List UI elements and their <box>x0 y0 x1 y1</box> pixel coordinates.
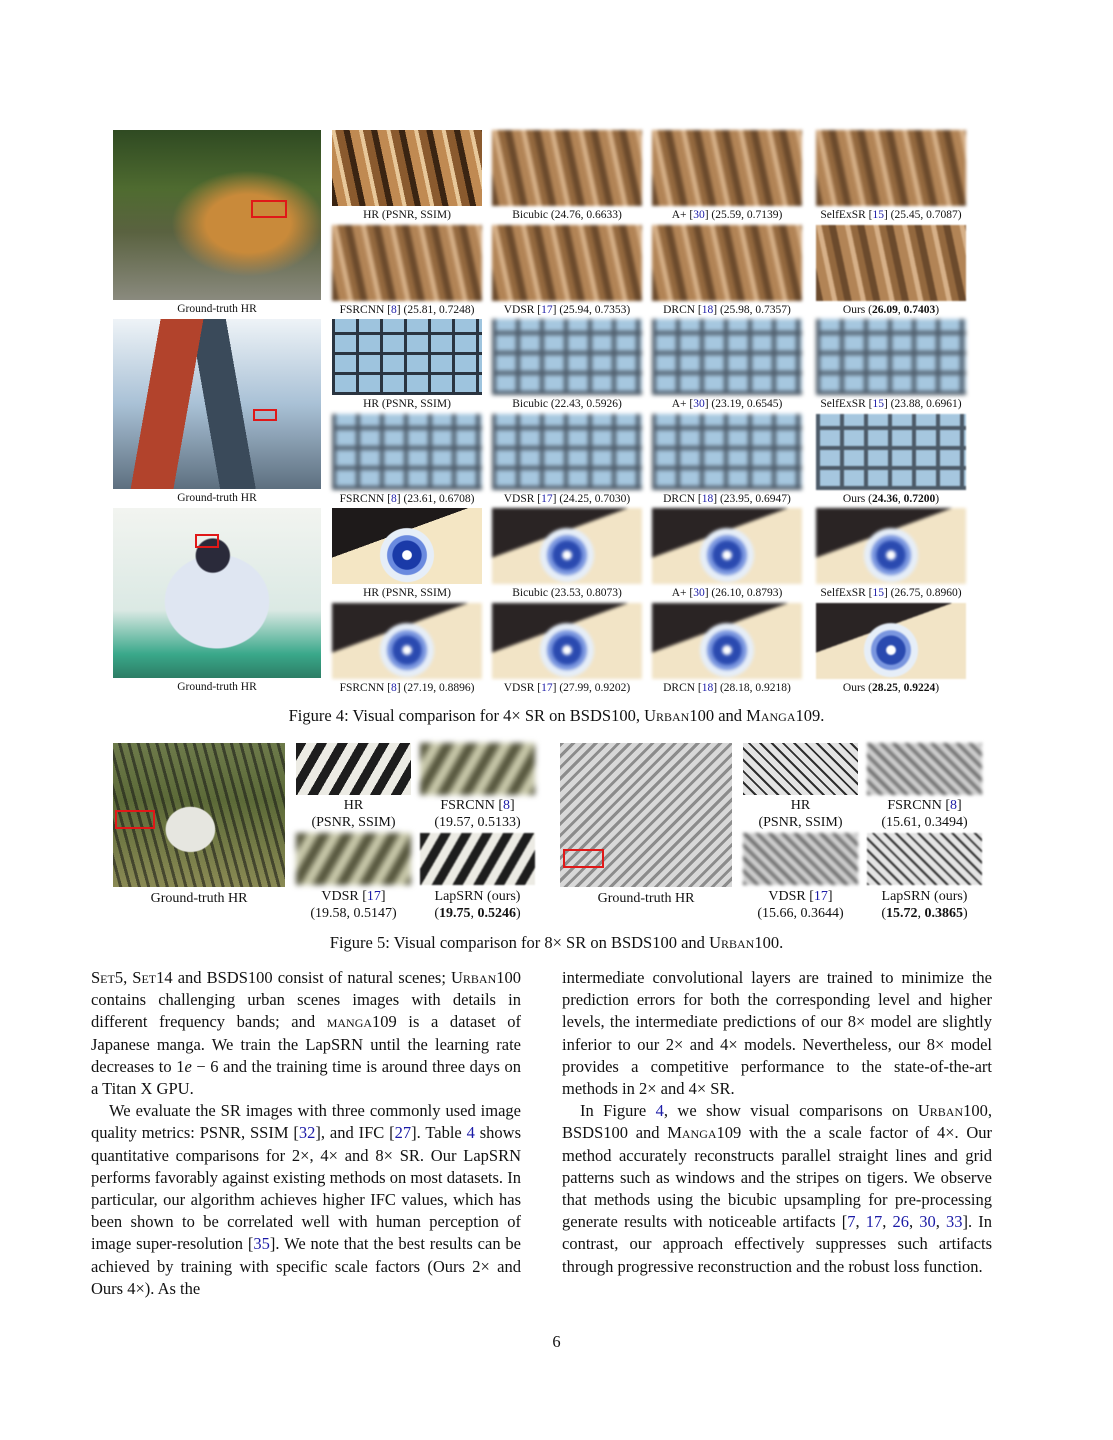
citation-link[interactable]: 30 <box>693 398 705 410</box>
fig4-manga-gt-label: Ground-truth HR <box>177 681 257 693</box>
fig4-tiger-crop <box>492 130 642 206</box>
fig4-manga-caption: DRCN [18] (28.18, 0.9218) <box>663 682 791 694</box>
fig5-right-vdsr-caption: VDSR [17] (15.66, 0.3644) <box>757 889 844 921</box>
fig4-manga-crop <box>816 603 966 679</box>
fig4-tiger-caption: Bicubic (24.76, 0.6633) <box>512 209 622 221</box>
fig5-left-vdsr-crop <box>296 833 411 885</box>
fig4-building-crop <box>492 319 642 395</box>
crop-region-box <box>195 534 219 548</box>
fig4-building-caption: Bicubic (22.43, 0.5926) <box>512 398 622 410</box>
fig4-building-crop <box>332 414 482 490</box>
fig5-left-gt-label: Ground-truth HR <box>150 891 248 906</box>
fig4-building-caption: DRCN [18] (23.95, 0.6947) <box>663 493 791 505</box>
fig4-building-gt-label: Ground-truth HR <box>177 492 257 504</box>
fig4-building-caption: A+ [30] (23.19, 0.6545) <box>671 398 783 410</box>
citation-link[interactable]: 17 <box>865 1212 883 1232</box>
fig4-tiger-caption: A+ [30] (25.59, 0.7139) <box>671 209 783 221</box>
fig4-manga-gt-image <box>113 508 321 678</box>
fig4-building-caption: SelfExSR [15] (23.88, 0.6961) <box>820 398 962 410</box>
page-number: 6 <box>552 1332 561 1351</box>
crop-region-box <box>563 849 604 868</box>
citation-link[interactable]: 30 <box>693 209 705 221</box>
citation-link[interactable]: 8 <box>391 682 397 694</box>
figure-5-caption: Figure 5: Visual comparison for 8× SR on BSDS100 and Urban100. <box>329 933 784 952</box>
crop-region-box <box>251 200 287 218</box>
citation-link[interactable]: 27 <box>394 1123 412 1143</box>
citation-link[interactable]: 8 <box>391 304 397 316</box>
paragraph: We evaluate the SR images with three commonly used image quality metrics: PSNR, SSIM [32], and IFC [27]. Table 4 shows quantitative comparisons for 2×, 4× and 8× SR. Our LapSRN performs favorably against existing methods on most datasets. In particular, our algorithm achieves higher IFC values, which has been shown to be correlated well with human perception of image super-resolution [35]. We note that the best results can be achieved by training with specific scale factors (Ours 2× and Ours 4×). As the <box>91 1101 522 1298</box>
citation-link[interactable]: 30 <box>919 1212 936 1232</box>
fig5-right-gt-label: Ground-truth HR <box>597 891 695 906</box>
fig4-tiger-caption: SelfExSR [15] (25.45, 0.7087) <box>820 209 962 221</box>
citation-link[interactable]: 35 <box>253 1234 270 1254</box>
fig4-manga-crop <box>652 603 802 679</box>
fig5-right-vdsr-crop <box>743 833 858 885</box>
fig5-left-hr-crop <box>296 743 411 795</box>
fig4-building-crop <box>332 319 482 395</box>
fig4-building-crop <box>652 414 802 490</box>
fig4-manga-caption: Bicubic (23.53, 0.8073) <box>512 587 622 599</box>
fig5-left-lapsrn-crop <box>420 833 535 885</box>
fig4-building-crop <box>652 319 802 395</box>
fig4-building-caption: HR (PSNR, SSIM) <box>363 398 451 410</box>
fig4-tiger-caption: VDSR [17] (25.94, 0.7353) <box>503 304 631 316</box>
fig5-right-lapsrn-crop <box>867 833 982 885</box>
citation-link[interactable]: 17 <box>541 304 553 316</box>
fig4-manga-caption: A+ [30] (26.10, 0.8793) <box>671 587 783 599</box>
fig4-manga-caption: HR (PSNR, SSIM) <box>363 587 451 599</box>
fig4-tiger-crop <box>816 130 966 206</box>
paragraph: In Figure 4, we show visual comparisons on Urban100, BSDS100 and Manga109 with the a scale factor of 4×. Our method accurately reconstructs parallel straight lines and grid patterns such as windows and the stripes on tigers. We observe that methods using the bicubic upsampling for pre-processing generate results with noticeable artifacts [7, 17, 26, 30, 33]. In contrast, our approach effectively suppresses such artifacts through progressive reconstruction and the robust loss function. <box>562 1101 993 1276</box>
fig4-tiger-crop <box>492 225 642 301</box>
fig4-tiger-crop <box>652 130 802 206</box>
fig4-manga-caption: VDSR [17] (27.99, 0.9202) <box>503 682 631 694</box>
citation-link[interactable]: 30 <box>693 587 705 599</box>
fig4-building-crop <box>816 319 966 395</box>
fig4-tiger-gt-image <box>113 130 321 300</box>
fig5-left-vdsr-caption: VDSR [17] (19.58, 0.5147) <box>310 889 397 921</box>
fig4-manga-crop <box>492 508 642 584</box>
fig4-building-caption: VDSR [17] (24.25, 0.7030) <box>503 493 631 505</box>
fig4-tiger-crop <box>816 225 966 301</box>
paragraph: Set5, Set14 and BSDS100 consist of natural scenes; Urban100 contains challenging urban scenes images with details in different frequency bands; and manga109 is a dataset of Japanese manga. We train the LapSRN until the learning rate decreases to 1e − 6 and the training time is around three days on a Titan X GPU. <box>91 968 522 1099</box>
citation-list: 7, 17, 26, 30, 33 <box>847 1212 963 1232</box>
paragraph: intermediate convolutional layers are trained to minimize the prediction errors for both the corresponding level and higher levels, the intermediate predictions of our 8× model are slightly inferior to our 2× and 4× models. Nevertheless, our 8× model provides a competitive performance to the state-of-the-art methods in 2× and 4× SR. <box>562 968 992 1099</box>
fig4-manga-crop <box>652 508 802 584</box>
fig4-building-caption: Ours (24.36, 0.7200) <box>842 493 940 505</box>
citation-link[interactable]: 18 <box>701 304 714 316</box>
fig4-building-crop <box>492 414 642 490</box>
fig4-manga-caption: Ours (28.25, 0.9224) <box>842 682 940 694</box>
fig4-building-crop <box>816 414 966 490</box>
citation-link[interactable]: 17 <box>541 493 553 505</box>
citation-link[interactable]: 17 <box>541 682 553 694</box>
citation-link[interactable]: 15 <box>872 209 884 221</box>
left-column <box>91 967 521 1300</box>
fig4-tiger-crop <box>652 225 802 301</box>
fig4-manga-caption: SelfExSR [15] (26.75, 0.8960) <box>820 587 962 599</box>
fig4-tiger-caption: DRCN [18] (25.98, 0.7357) <box>663 304 791 316</box>
fig5-right-gt-image <box>560 743 732 887</box>
fig4-manga-crop <box>816 508 966 584</box>
right-column <box>562 967 992 1278</box>
fig4-tiger-gt-label: Ground-truth HR <box>177 303 257 315</box>
figure-link[interactable]: 4 <box>655 1101 664 1121</box>
fig4-tiger-caption: FSRCNN [8] (25.81, 0.7248) <box>339 304 475 316</box>
citation-link[interactable]: 18 <box>701 682 714 694</box>
citation-link[interactable]: 32 <box>298 1123 316 1143</box>
fig5-right-fsrcnn-caption: FSRCNN [8] (15.61, 0.3494) <box>881 798 968 830</box>
crop-region-box <box>115 810 155 829</box>
citation-link[interactable]: 15 <box>872 587 884 599</box>
fig5-left-gt-image <box>113 743 285 887</box>
fig4-building-caption: FSRCNN [8] (23.61, 0.6708) <box>339 493 475 505</box>
citation-link[interactable]: 18 <box>701 493 714 505</box>
fig5-left-lapsrn-caption: LapSRN (ours) (19.75, 0.5246) <box>434 889 521 921</box>
citation-link[interactable]: 15 <box>872 398 884 410</box>
fig5-left-hr-caption: HR (PSNR, SSIM) <box>311 798 396 830</box>
fig4-manga-crop <box>492 603 642 679</box>
fig4-manga-caption: FSRCNN [8] (27.19, 0.8896) <box>339 682 475 694</box>
fig4-tiger-crop <box>332 225 482 301</box>
fig4-tiger-caption: HR (PSNR, SSIM) <box>363 209 451 221</box>
fig5-left-fsrcnn-caption: FSRCNN [8] (19.57, 0.5133) <box>434 798 521 830</box>
citation-link[interactable]: 26 <box>892 1212 910 1232</box>
fig4-manga-crop <box>332 603 482 679</box>
figure-4-caption: Figure 4: Visual comparison for 4× SR on BSDS100, Urban100 and Manga109. <box>288 706 825 725</box>
fig4-tiger-caption: Ours (26.09, 0.7403) <box>842 304 940 316</box>
fig4-manga-crop <box>332 508 482 584</box>
fig5-right-hr-caption: HR (PSNR, SSIM) <box>758 798 843 830</box>
fig5-right-hr-crop <box>743 743 858 795</box>
fig5-right-lapsrn-caption: LapSRN (ours) (15.72, 0.3865) <box>881 889 968 921</box>
table-link[interactable]: 4 <box>466 1123 475 1143</box>
fig5-right-fsrcnn-crop <box>867 743 982 795</box>
citation-link[interactable]: 8 <box>391 493 397 505</box>
fig4-tiger-crop <box>332 130 482 206</box>
fig5-left-fsrcnn-crop <box>420 743 535 795</box>
crop-region-box <box>253 409 277 421</box>
fig4-building-gt-image <box>113 319 321 489</box>
citation-link[interactable]: 7 <box>847 1212 856 1232</box>
citation-link[interactable]: 33 <box>946 1212 963 1232</box>
